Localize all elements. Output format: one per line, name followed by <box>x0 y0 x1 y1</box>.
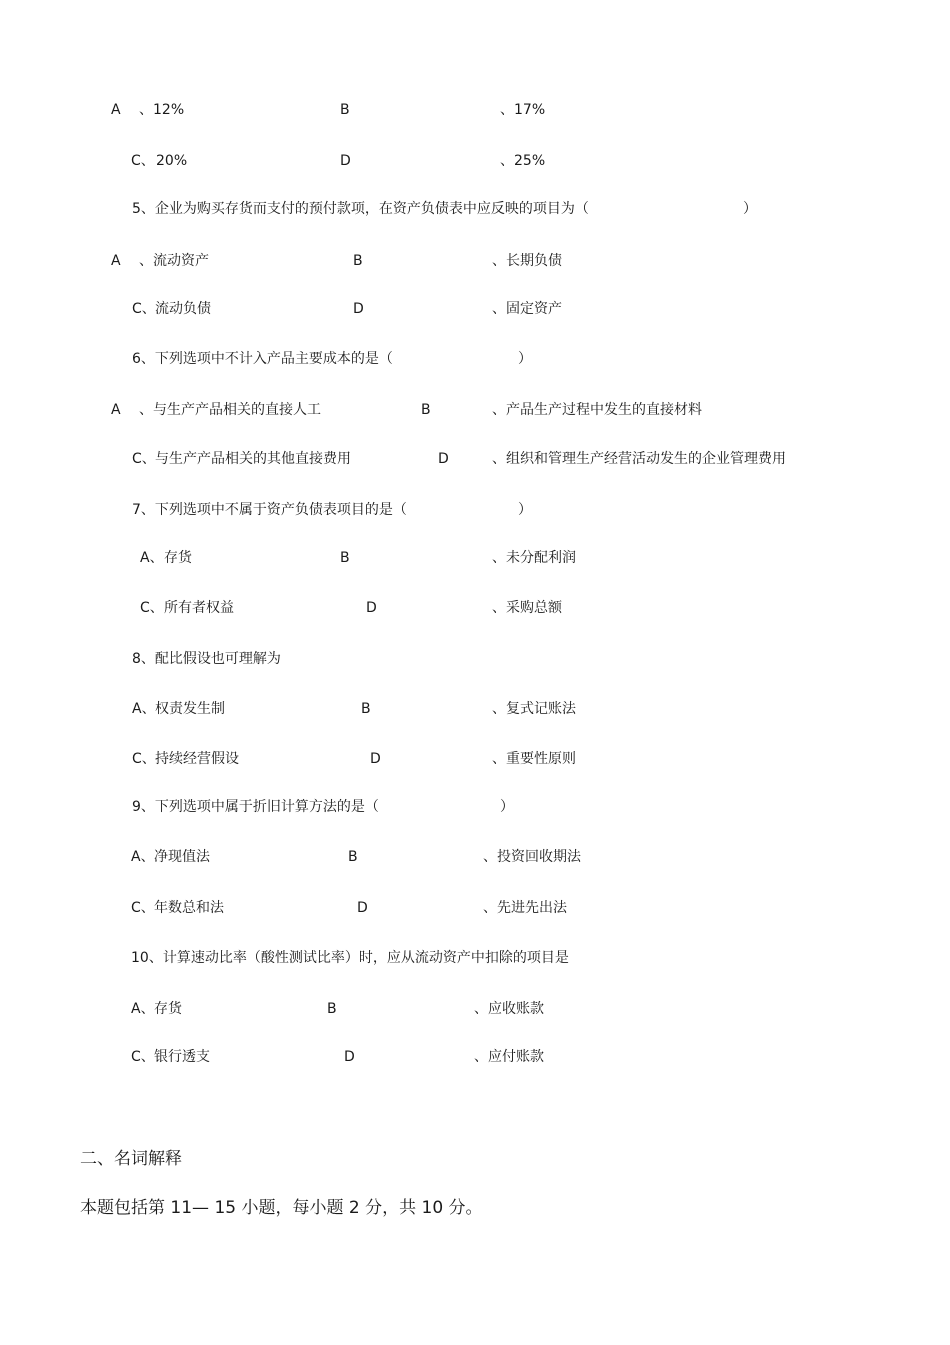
option-c-text: 与生产产品相关的其他直接费用 <box>155 451 351 467</box>
section-description: 本题包括第 11— 15 小题，每小题 2 分，共 10 分。 <box>80 1198 483 1218</box>
question-text: 6、下列选项中不计入产品主要成本的是（ <box>132 351 393 367</box>
option-b-label: B <box>361 701 371 717</box>
option-a-text: 存货 <box>164 550 192 566</box>
option-a-label: A <box>111 253 121 269</box>
option-c-text: 20% <box>156 153 188 169</box>
option-b-text: 、投资回收期法 <box>483 849 581 865</box>
option-a-label: A、 <box>131 849 155 865</box>
option-a-text: 权责发生制 <box>155 701 225 717</box>
option-b-text: 、未分配利润 <box>492 550 576 566</box>
option-c-label: C、 <box>131 153 155 169</box>
option-d-label: D <box>357 900 368 916</box>
section-heading: 二、名词解释 <box>80 1149 182 1169</box>
option-a-label: A、 <box>131 1001 155 1017</box>
option-b-text: 、产品生产过程中发生的直接材料 <box>492 402 702 418</box>
option-d-text: 、采购总额 <box>492 600 562 616</box>
question-close-paren: ） <box>518 502 532 518</box>
option-b-label: B <box>421 402 431 418</box>
option-d-label: D <box>370 751 381 767</box>
option-d-text: 、重要性原则 <box>492 751 576 767</box>
option-b-label: B <box>340 102 350 118</box>
option-b-text: 、长期负债 <box>492 253 562 269</box>
option-b-label: B <box>340 550 350 566</box>
option-a-label: A <box>111 402 121 418</box>
option-b-label: B <box>353 253 363 269</box>
option-c-text: 流动负债 <box>155 301 211 317</box>
option-b-label: B <box>348 849 358 865</box>
option-c-text: 年数总和法 <box>154 900 224 916</box>
option-a-label: A、 <box>132 701 156 717</box>
question-text: 8、配比假设也可理解为 <box>132 651 281 667</box>
option-d-text: 、应付账款 <box>474 1049 544 1065</box>
question-text: 5、企业为购买存货而支付的预付款项，在资产负债表中应反映的项目为（ <box>132 201 589 217</box>
option-d-label: D <box>438 451 449 467</box>
question-text: 10、计算速动比率（酸性测试比率）时，应从流动资产中扣除的项目是 <box>131 950 569 966</box>
option-a-text: 存货 <box>154 1001 182 1017</box>
question-close-paren: ） <box>743 201 757 217</box>
option-c-text: 银行透支 <box>154 1049 210 1065</box>
option-c-text: 所有者权益 <box>164 600 234 616</box>
option-a-label: A <box>111 102 121 118</box>
option-d-label: D <box>340 153 351 169</box>
option-c-label: C、 <box>132 751 156 767</box>
option-c-label: C、 <box>132 451 156 467</box>
option-a-text: 、流动资产 <box>139 253 209 269</box>
option-a-text: 、12% <box>139 102 185 118</box>
option-c-label: C、 <box>131 1049 155 1065</box>
option-b-text: 、复式记账法 <box>492 701 576 717</box>
question-text: 9、下列选项中属于折旧计算方法的是（ <box>132 799 379 815</box>
option-d-text: 、固定资产 <box>492 301 562 317</box>
option-d-label: D <box>344 1049 355 1065</box>
option-a-text: 、与生产产品相关的直接人工 <box>139 402 321 418</box>
option-c-label: C、 <box>132 301 156 317</box>
option-d-text: 、25% <box>500 153 546 169</box>
question-text: 7、下列选项中不属于资产负债表项目的是（ <box>132 502 407 518</box>
option-d-text: 、先进先出法 <box>483 900 567 916</box>
option-c-label: C、 <box>131 900 155 916</box>
option-b-label: B <box>327 1001 337 1017</box>
option-c-label: C、 <box>140 600 164 616</box>
option-d-label: D <box>366 600 377 616</box>
question-close-paren: ） <box>500 799 514 815</box>
option-d-text: 、组织和管理生产经营活动发生的企业管理费用 <box>492 451 786 467</box>
option-a-text: 净现值法 <box>154 849 210 865</box>
option-b-text: 、17% <box>500 102 546 118</box>
option-b-text: 、应收账款 <box>474 1001 544 1017</box>
option-c-text: 持续经营假设 <box>155 751 239 767</box>
question-close-paren: ） <box>518 351 532 367</box>
option-a-label: A、 <box>140 550 164 566</box>
option-d-label: D <box>353 301 364 317</box>
